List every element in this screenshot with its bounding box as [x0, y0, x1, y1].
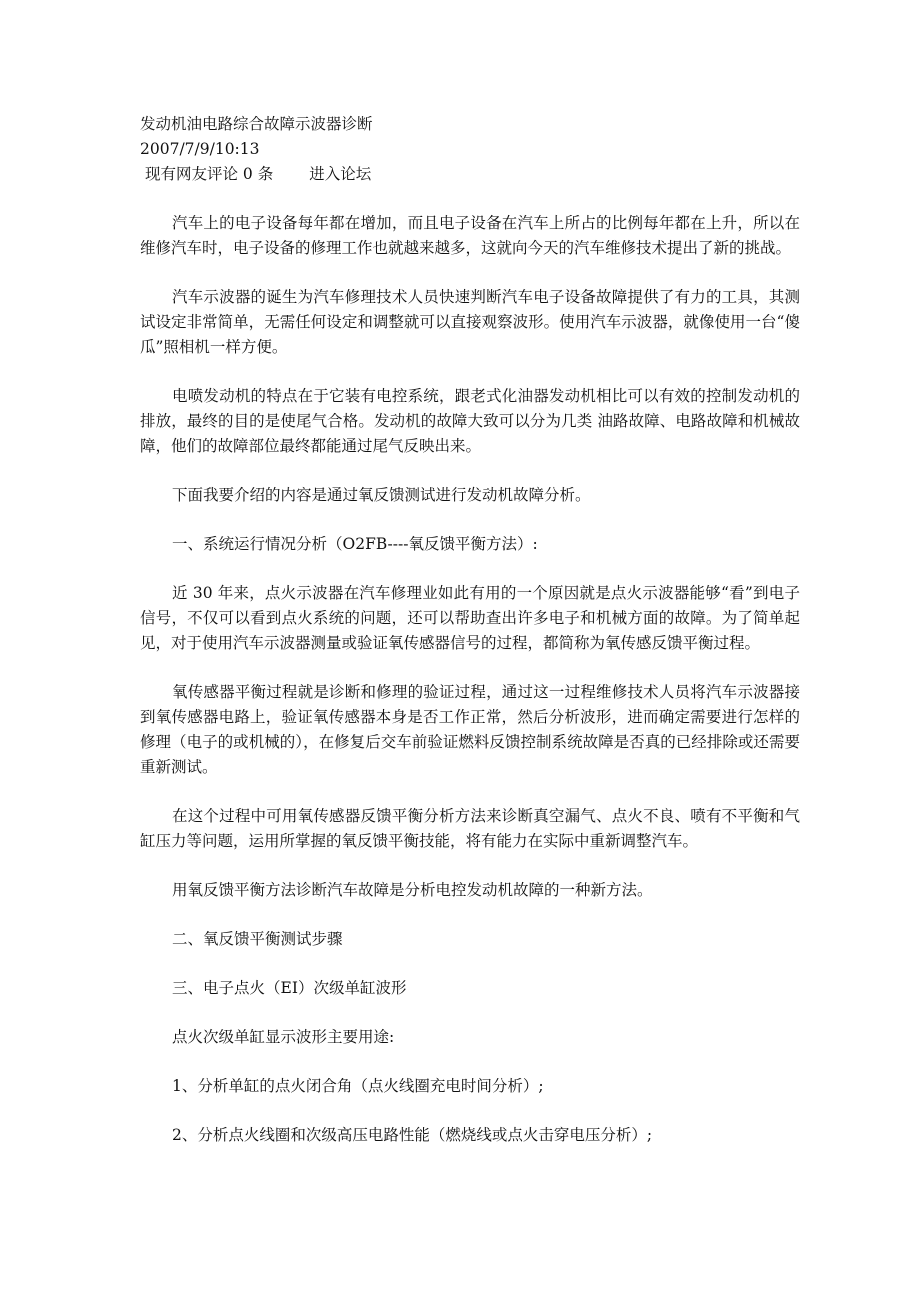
article-body [140, 112, 800, 1148]
list-item: 2、分析点火线圈和次级高压电路性能（燃烧线或点火击穿电压分析）; [172, 1126, 653, 1144]
article-title: 发动机油电路综合故障示波器诊断 [140, 115, 373, 133]
spacer [140, 780, 800, 804]
spacer [140, 903, 800, 927]
spacer [140, 557, 800, 581]
list-item: 1、分析单缸的点火闭合角（点火线圈充电时间分析）; [172, 1077, 544, 1095]
spacer [140, 1099, 800, 1123]
forum-link[interactable]: 进入论坛 [309, 165, 372, 183]
paragraph: 用氧反馈平衡方法诊断汽车故障是分析电控发动机故障的一种新方法。 [172, 881, 653, 899]
spacer [140, 854, 800, 878]
paragraph: 在这个过程中可用氧传感器反馈平衡分析方法来诊断真空漏气、点火不良、喷有不平衡和气缸压力等问题，运用所掌握的氧反馈平衡技能，将有能力在实际中重新调整汽车。 [140, 807, 800, 850]
paragraph: 氧传感器平衡过程就是诊断和修理的验证过程，通过这一过程维修技术人员将汽车示波器接到氧传感器电路上，验证氧传感器本身是否工作正常，然后分析波形，进而确定需要进行怎样的修理（电子的或机械的），在修复后交车前验证燃料反馈控制系统故障是否真的已经排除或还需要重新测试。 [140, 683, 800, 776]
article-date: 2007/7/9/10:13 [140, 140, 260, 158]
section-heading: 三、电子点火（EI）次级单缸波形 [172, 979, 407, 997]
paragraph: 近 30 年来，点火示波器在汽车修理业如此有用的一个原因就是点火示波器能够“看”到电子信号，不仅可以看到点火系统的问题，还可以帮助查出许多电子和机械方面的故障。为了简单起见，对于使用汽车示波器测量或验证氧传感器信号的过程，都简称为氧传感反馈平衡过程。 [140, 584, 800, 652]
spacer [140, 360, 800, 384]
article-meta [140, 162, 800, 187]
comments-count: 现有网友评论 0 条 [145, 165, 274, 183]
spacer [140, 459, 800, 483]
spacer [140, 952, 800, 976]
paragraph: 点火次级单缸显示波形主要用途: [172, 1028, 395, 1046]
spacer [140, 1001, 800, 1025]
spacer [140, 187, 800, 211]
paragraph: 下面我要介绍的内容是通过氧反馈测试进行发动机故障分析。 [172, 486, 591, 504]
spacer [140, 656, 800, 680]
spacer [140, 508, 800, 532]
section-heading: 二、氧反馈平衡测试步骤 [172, 930, 343, 948]
paragraph: 汽车示波器的诞生为汽车修理技术人员快速判断汽车电子设备故障提供了有力的工具，其测试设定非常简单，无需任何设定和调整就可以直接观察波形。使用汽车示波器，就像使用一台“傻瓜”照相机一样方便。 [140, 288, 800, 356]
paragraph: 电喷发动机的特点在于它装有电控系统，跟老式化油器发动机相比可以有效的控制发动机的排放，最终的目的是使尾气合格。发动机的故障大致可以分为几类 油路故障、电路故障和机械故障，他们的故障部位最终都能通过尾气反映出来。 [140, 387, 800, 455]
spacer [140, 261, 800, 285]
paragraph: 汽车上的电子设备每年都在增加，而且电子设备在汽车上所占的比例每年都在上升，所以在维修汽车时，电子设备的修理工作也就越来越多，这就向今天的汽车维修技术提出了新的挑战。 [140, 214, 800, 257]
spacer [140, 1050, 800, 1074]
section-heading: 一、系统运行情况分析（O2FB----氧反馈平衡方法）: [172, 535, 538, 553]
